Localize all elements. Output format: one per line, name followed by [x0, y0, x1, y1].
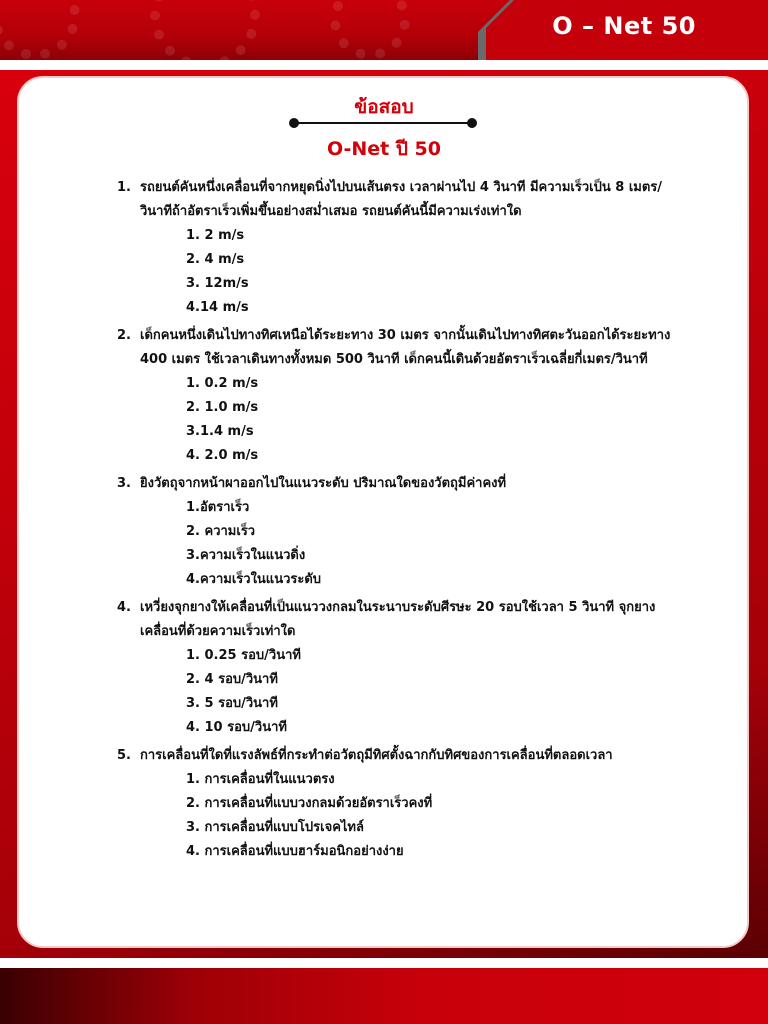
choice-list [186, 224, 768, 320]
choice-item: 3. การเคลื่อนที่แบบโปรเจคไทล์ [186, 820, 364, 835]
divider-strip [0, 958, 768, 968]
choice-list [186, 644, 768, 740]
choice-item: 2. 1.0 m/s [186, 400, 259, 415]
choice-item: 1. การเคลื่อนที่ในแนวตรง [186, 772, 335, 787]
title-divider [294, 122, 472, 124]
gear-icon [330, 0, 410, 60]
choice-item: 2. ความเร็ว [186, 524, 256, 539]
choice-item: 3.1.4 m/s [186, 424, 254, 439]
question-text: เหวี่ยงจุกยางให้เคลื่อนที่เป็นแนววงกลมในระนาบระดับศีรษะ 20 รอบใช้เวลา 5 วินาที จุกยางเคลื่อนที่ด้วยความเร็วเท่าใด [140, 600, 656, 639]
question-list [0, 176, 768, 868]
question-text: ยิงวัตถุจากหน้าผาออกไปในแนวระดับ ปริมาณใดของวัตถุมีค่าคงที่ [140, 476, 507, 491]
divider-dot-right [467, 118, 477, 128]
header-badge-text: O – Net 50 [552, 12, 696, 40]
choice-item: 4.14 m/s [186, 300, 249, 315]
choice-item: 2. 4 รอบ/วินาที [186, 672, 278, 687]
question-number: 5. [117, 748, 131, 763]
question-5 [0, 744, 768, 864]
divider-strip [0, 60, 768, 70]
question-number: 1. [117, 180, 131, 195]
choice-item: 2. 4 m/s [186, 252, 245, 267]
choice-item: 3.ความเร็วในแนวดิ่ง [186, 548, 306, 563]
question-number: 2. [117, 328, 131, 343]
gear-icon [0, 0, 80, 60]
choice-item: 4. การเคลื่อนที่แบบฮาร์มอนิกอย่างง่าย [186, 844, 404, 859]
choice-item: 4.ความเร็วในแนวระดับ [186, 572, 322, 587]
page-subtitle: O-Net ปี 50 [327, 138, 441, 160]
page-title: ข้อสอบ [354, 96, 414, 118]
choice-list [186, 496, 768, 592]
question-number: 3. [117, 476, 131, 491]
question-1 [0, 176, 768, 320]
choice-list [186, 768, 768, 864]
gear-icon [150, 0, 260, 60]
choice-item: 1. 0.25 รอบ/วินาที [186, 648, 301, 663]
question-2 [0, 324, 768, 468]
question-text: เด็กคนหนึ่งเดินไปทางทิศเหนือได้ระยะทาง 30 เมตร จากนั้นเดินไปทางทิศตะวันออกได้ระยะทาง 400 เมตร ใช้เวลาเดินทางทั้งหมด 500 วินาที เด็กคนนี้เดินด้วยอัตราเร็วเฉลี่ยกี่เมตร/วินาที [140, 328, 671, 367]
choice-item: 4. 2.0 m/s [186, 448, 259, 463]
question-4 [0, 596, 768, 740]
choice-item: 1.อัตราเร็ว [186, 500, 250, 515]
question-text: การเคลื่อนที่ใดที่แรงลัพธ์ที่กระทำต่อวัตถุมีทิศตั้งฉากกับทิศของการเคลื่อนที่ตลอดเวลา [140, 748, 613, 763]
question-number: 4. [117, 600, 131, 615]
top-banner [0, 0, 768, 60]
choice-item: 2. การเคลื่อนที่แบบวงกลมด้วยอัตราเร็วคงที่ [186, 796, 433, 811]
choice-item: 1. 2 m/s [186, 228, 245, 243]
choice-item: 1. 0.2 m/s [186, 376, 259, 391]
choice-item: 4. 10 รอบ/วินาที [186, 720, 287, 735]
choice-item: 3. 12m/s [186, 276, 249, 291]
question-text: รถยนต์คันหนึ่งเคลื่อนที่จากหยุดนิ่งไปบนเส้นตรง เวลาผ่านไป 4 วินาที มีความเร็วเป็น 8 เมตร/วินาทีถ้าอัตราเร็วเพิ่มขึ้นอย่างสม่ำเสมอ รถยนต์คันนี้มีความเร่งเท่าใด [140, 180, 663, 219]
divider-dot-left [289, 118, 299, 128]
choice-item: 3. 5 รอบ/วินาที [186, 696, 278, 711]
bottom-banner [0, 968, 768, 1024]
question-3 [0, 472, 768, 592]
choice-list [186, 372, 768, 468]
